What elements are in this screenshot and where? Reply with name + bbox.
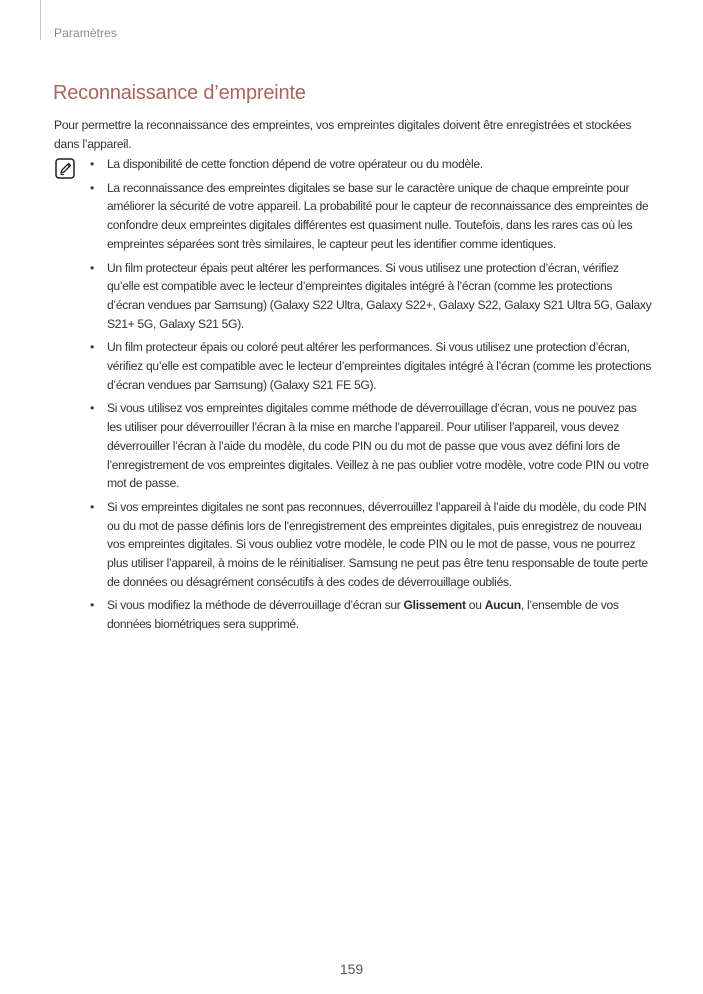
note-pencil-icon <box>55 158 75 179</box>
bullet: • <box>90 340 94 355</box>
page-number: 159 <box>339 961 364 977</box>
list-item <box>90 498 652 592</box>
list-item <box>90 596 652 633</box>
bullet: • <box>90 260 94 275</box>
option-aucun: Aucun <box>484 598 521 613</box>
bullet: • <box>90 157 94 171</box>
text-middle: ou <box>465 598 485 613</box>
list-item-text: Un film protecteur épais peut altérer les performances. Si vous utilisez une protection d’écran, vérifiez qu’elle est compatible avec le lecteur d’empreintes digitales intégré à l’écran (comme les protections d’écran vendues par Samsung) (Galaxy S22 Ultra, Galaxy S22+, Galaxy S22, Galaxy S21 Ultra 5G, Galaxy S21+ 5G, Galaxy S21 5G). <box>107 260 652 331</box>
text-before: Si vous modifiez la méthode de déverrouillage d’écran sur <box>107 598 404 613</box>
list-item-text: Si vous utilisez vos empreintes digitales comme méthode de déverrouillage d’écran, vous ne pouvez pas les utiliser pour déverrouiller l’écran à la mise en marche l’appareil. Pour utiliser l’appareil, vous devez déverrouiller l’écran à l’aide du modèle, du code PIN ou du mot de passe que vous avez défini lors de l’enregistrement de vos empreintes digitales. Veillez à ne pas oublier votre modèle, votre code PIN ou votre mot de passe. <box>107 401 649 491</box>
page-title: Reconnaissance d’empreinte <box>53 82 306 104</box>
text-after: , l’ensemble de vos données biométriques sera supprimé. <box>107 598 619 632</box>
bullet: • <box>90 401 94 416</box>
header-divider <box>40 0 41 40</box>
bullet: • <box>90 598 94 613</box>
list-item-text: La disponibilité de cette fonction dépend de votre opérateur ou du modèle. <box>107 157 483 171</box>
list-item-text: Un film protecteur épais ou coloré peut altérer les performances. Si vous utilisez une protection d’écran, vérifiez qu’elle est compatible avec le lecteur d’empreintes digitales intégré à l’écran (comme les protections d’écran vendues par Samsung) (Galaxy S21 FE 5G). <box>107 340 652 392</box>
option-glissement: Glissement <box>403 598 466 613</box>
list-item <box>90 259 652 334</box>
section-header: Paramètres <box>54 26 118 40</box>
list-item <box>90 338 652 394</box>
list-item <box>90 155 652 174</box>
intro-paragraph: Pour permettre la reconnaissance des empreintes, vos empreintes digitales doivent être enregistrées et stockées dans l’appareil. <box>54 118 632 151</box>
bullet: • <box>90 180 94 195</box>
list-item-text: Si vos empreintes digitales ne sont pas reconnues, déverrouillez l’appareil à l’aide du modèle, du code PIN ou du mot de passe définis lors de l’enregistrement des empreintes digitales, puis enregistrez de nouveau vos empreintes digitales. Si vous oubliez votre modèle, le code PIN ou le mot de passe, vous ne pourrez plus utiliser l’appareil, à moins de le réinitialiser. Samsung ne peut pas être tenu responsable de toute perte de données ou désagrément consécutifs à des codes de déverrouillage oubliés. <box>107 499 648 589</box>
list-item-text: La reconnaissance des empreintes digitales se base sur le caractère unique de chaque empreinte pour améliorer la sécurité de votre appareil. La probabilité pour le capteur de reconnaissance des empreintes de confondre deux empreintes digitales différentes est quasiment nulle. Toutefois, dans les rares cas où les empreintes séparées sont très similaires, le capteur peut les identifier comme identiques. <box>107 180 649 251</box>
list-item-text <box>107 596 652 633</box>
list-item <box>90 179 652 254</box>
note-list <box>90 155 652 639</box>
list-item <box>90 399 652 493</box>
bullet: • <box>90 499 94 514</box>
